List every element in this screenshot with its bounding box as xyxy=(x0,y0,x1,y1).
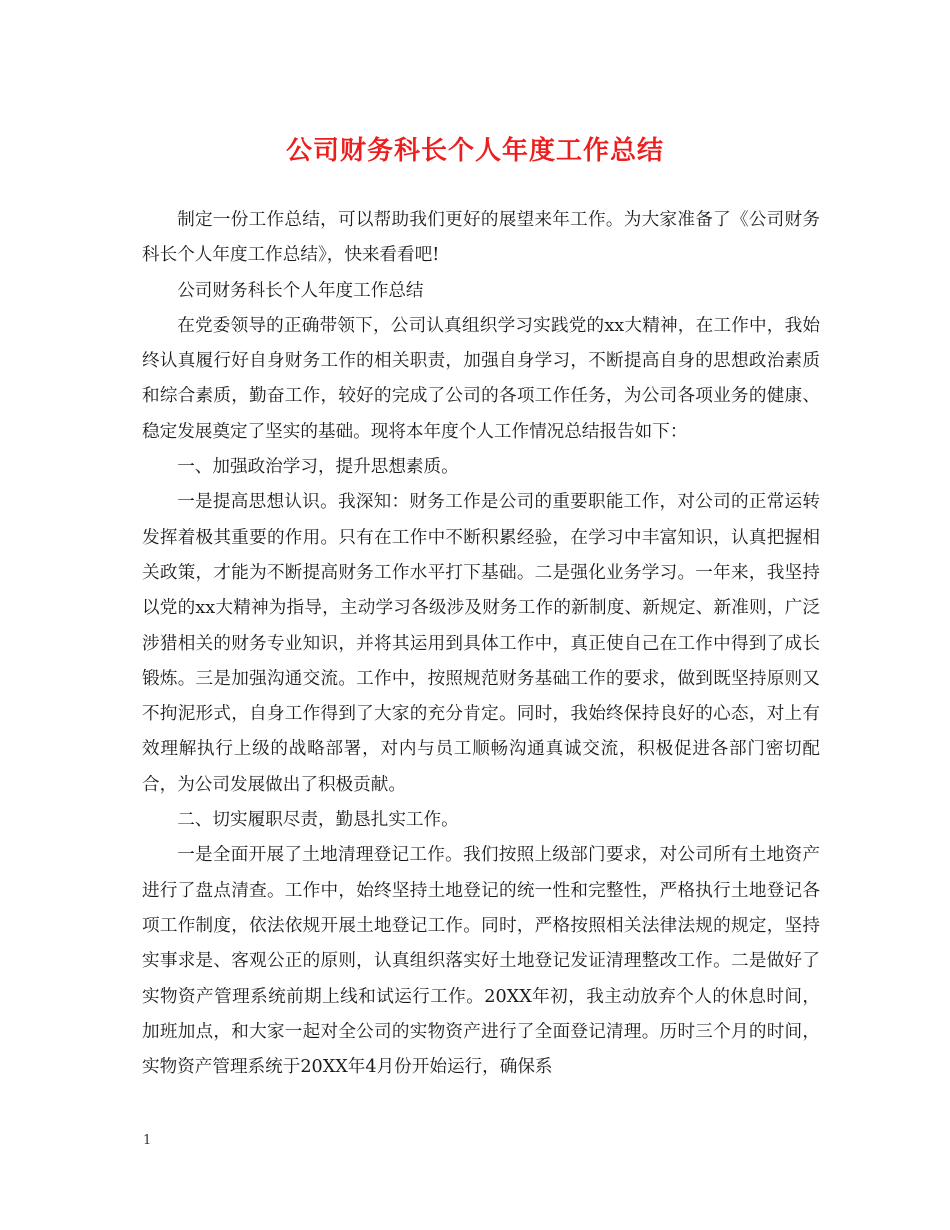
paragraph-section-1: 一是提高思想认识。我深知：财务工作是公司的重要职能工作，对公司的正常运转发挥着极其重要的作用。只有在工作中不断积累经验，在学习中丰富知识，认真把握相关政策，才能为不断提高财务工作水平打下基础。二是强化业务学习。一年来，我坚持以党的xx大精神为指导，主动学习各级涉及财务工作的新制度、新规定、新准则，广泛涉猎相关的财务专业知识，并将其运用到具体工作中，真正使自己在工作中得到了成长锻炼。三是加强沟通交流。工作中，按照规范财务基础工作的要求，做到既坚持原则又不拘泥形式，自身工作得到了大家的充分肯定。同时，我始终保持良好的心态，对上有效理解执行上级的战略部署，对内与员工顺畅沟通真诚交流，积极促进各部门密切配合，为公司发展做出了积极贡献。 xyxy=(142,492,820,795)
document-title: 公司财务科长个人年度工作总结 xyxy=(285,136,664,166)
paragraph-subtitle: 公司财务科长个人年度工作总结 xyxy=(177,280,424,301)
paragraph-intro: 制定一份工作总结，可以帮助我们更好的展望来年工作。为大家准备了《公司财务科长个人年度工作总结》，快来看看吧! xyxy=(142,210,820,266)
paragraph-section-2: 一是全面开展了土地清理登记工作。我们按照上级部门要求，对公司所有土地资产进行了盘点清查。工作中，始终坚持土地登记的统一性和完整性，严格执行土地登记各项工作制度，依法依规开展土地登记工作。同时，严格按照相关法律法规的规定，坚持实事求是、客观公正的原则，认真组织落实好土地登记发证清理整改工作。二是做好了实物资产管理系统前期上线和试运行工作。20XX年初，我主动放弃个人的休息时间，加班加点，和大家一起对全公司的实物资产进行了全面登记清理。历时三个月的时间，实物资产管理系统于20XX年4月份开始运行，确保系 xyxy=(142,845,820,1078)
page-number: 1 xyxy=(143,1133,152,1148)
paragraph-overview: 在党委领导的正确带领下，公司认真组织学习实践党的xx大精神，在工作中，我始终认真履行好自身财务工作的相关职责，加强自身学习，不断提高自身的思想政治素质和综合素质，勤奋工作，较好的完成了公司的各项工作任务，为公司各项业务的健康、稳定发展奠定了坚实的基础。现将本年度个人工作情况总结报告如下： xyxy=(142,315,820,442)
document-body xyxy=(142,203,820,1085)
section-heading-1: 一、加强政治学习，提升思想素质。 xyxy=(177,457,459,478)
section-heading-2: 二、切实履职尽责，勤恳扎实工作。 xyxy=(177,810,459,831)
